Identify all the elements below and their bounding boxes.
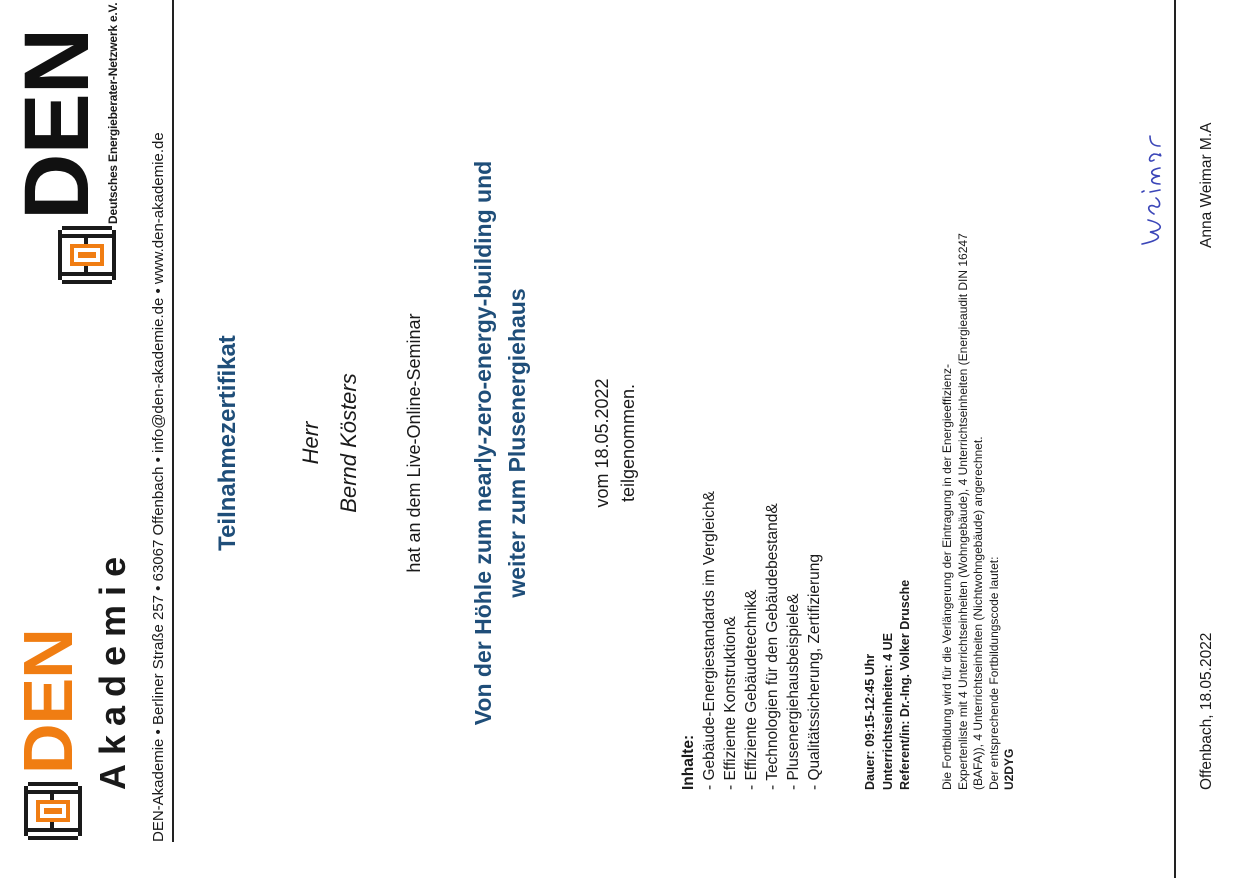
list-item: - Plusenergiehausbeispiele& <box>785 593 802 790</box>
certificate-title: Teilnahmezertifikat <box>214 335 241 551</box>
den-akademie-logo <box>9 547 158 842</box>
den-netzwerk-logo <box>6 2 158 286</box>
den-netzwerk-wordmark: DEN <box>6 28 108 220</box>
footer-divider <box>1174 0 1176 878</box>
notice-line-3: (BAFA)), 4 Unterrichtseinheiten (Nichtwohngebäude) angerechnet. <box>971 436 985 790</box>
den-akademie-wordmark: DEN <box>9 629 87 774</box>
footer-signer: Anna Weimar M.A <box>1198 122 1215 248</box>
list-item: - Effiziente Gebäudetechnik& <box>743 589 760 790</box>
contents-heading: Inhalte: <box>680 734 697 790</box>
list-item: - Technologien für den Gebäudebestand& <box>764 503 781 790</box>
seminar-title-line-1: Von der Höhle zum nearly-zero-energy-building und <box>470 160 496 726</box>
den-netzwerk-subtitle: Deutsches Energieberater-Netzwerk e.V. <box>106 2 120 224</box>
header-address: DEN-Akademie • Berliner Straße 257 • 63067 Offenbach • info@den-akademie.de • www.den-akademie.de <box>150 132 167 842</box>
salutation: Herr <box>298 421 323 465</box>
participant-name: Bernd Kösters <box>336 373 361 513</box>
akademie-wordmark: Akademie <box>92 547 133 790</box>
seminar-intro: hat an dem Live-Online-Seminar <box>404 313 424 573</box>
signature-graphic <box>1120 120 1180 250</box>
seminar-title-line-2: weiter zum Plusenergiehaus <box>504 288 530 598</box>
den-grid-icon <box>22 780 84 842</box>
seminar-date: vom 18.05.2022 <box>592 378 612 508</box>
list-item: - Qualitätssicherung, Zertifizierung <box>806 553 823 790</box>
participated-text: teilgenommen. <box>618 383 638 503</box>
contents-list <box>699 90 825 790</box>
header-divider <box>172 0 174 842</box>
list-item: - Gebäude-Energiestandards im Vergleich& <box>701 491 718 790</box>
contents-section <box>678 90 825 790</box>
notice-line-1: Die Fortbildung wird für die Verlängerung der Eintragung in der Energieeffizienz- <box>940 363 954 790</box>
footer-place-date: Offenbach, 18.05.2022 <box>1198 632 1215 790</box>
details-section <box>862 90 915 790</box>
speaker: Referent/in: Dr.-Ing. Volker Drusche <box>898 579 912 790</box>
den-grid-icon <box>56 224 118 286</box>
list-item: - Effiziente Konstruktion& <box>722 616 739 790</box>
duration: Dauer: 09:15-12:45 Uhr <box>863 653 877 790</box>
signature <box>1120 120 1180 250</box>
training-code: U2DYG <box>1002 748 1016 790</box>
notice-line-2: Expertenliste mit 4 Unterrichtseinheiten (Wohngebäude), 4 Unterrichtseinheiten (Energieaudit DIN 16247 <box>955 233 970 790</box>
accreditation-notice <box>940 30 1018 790</box>
notice-line-4: Der entsprechende Fortbildungscode lautet: <box>986 556 1001 790</box>
teaching-units: Unterrichtseinheiten: 4 UE <box>880 633 895 790</box>
